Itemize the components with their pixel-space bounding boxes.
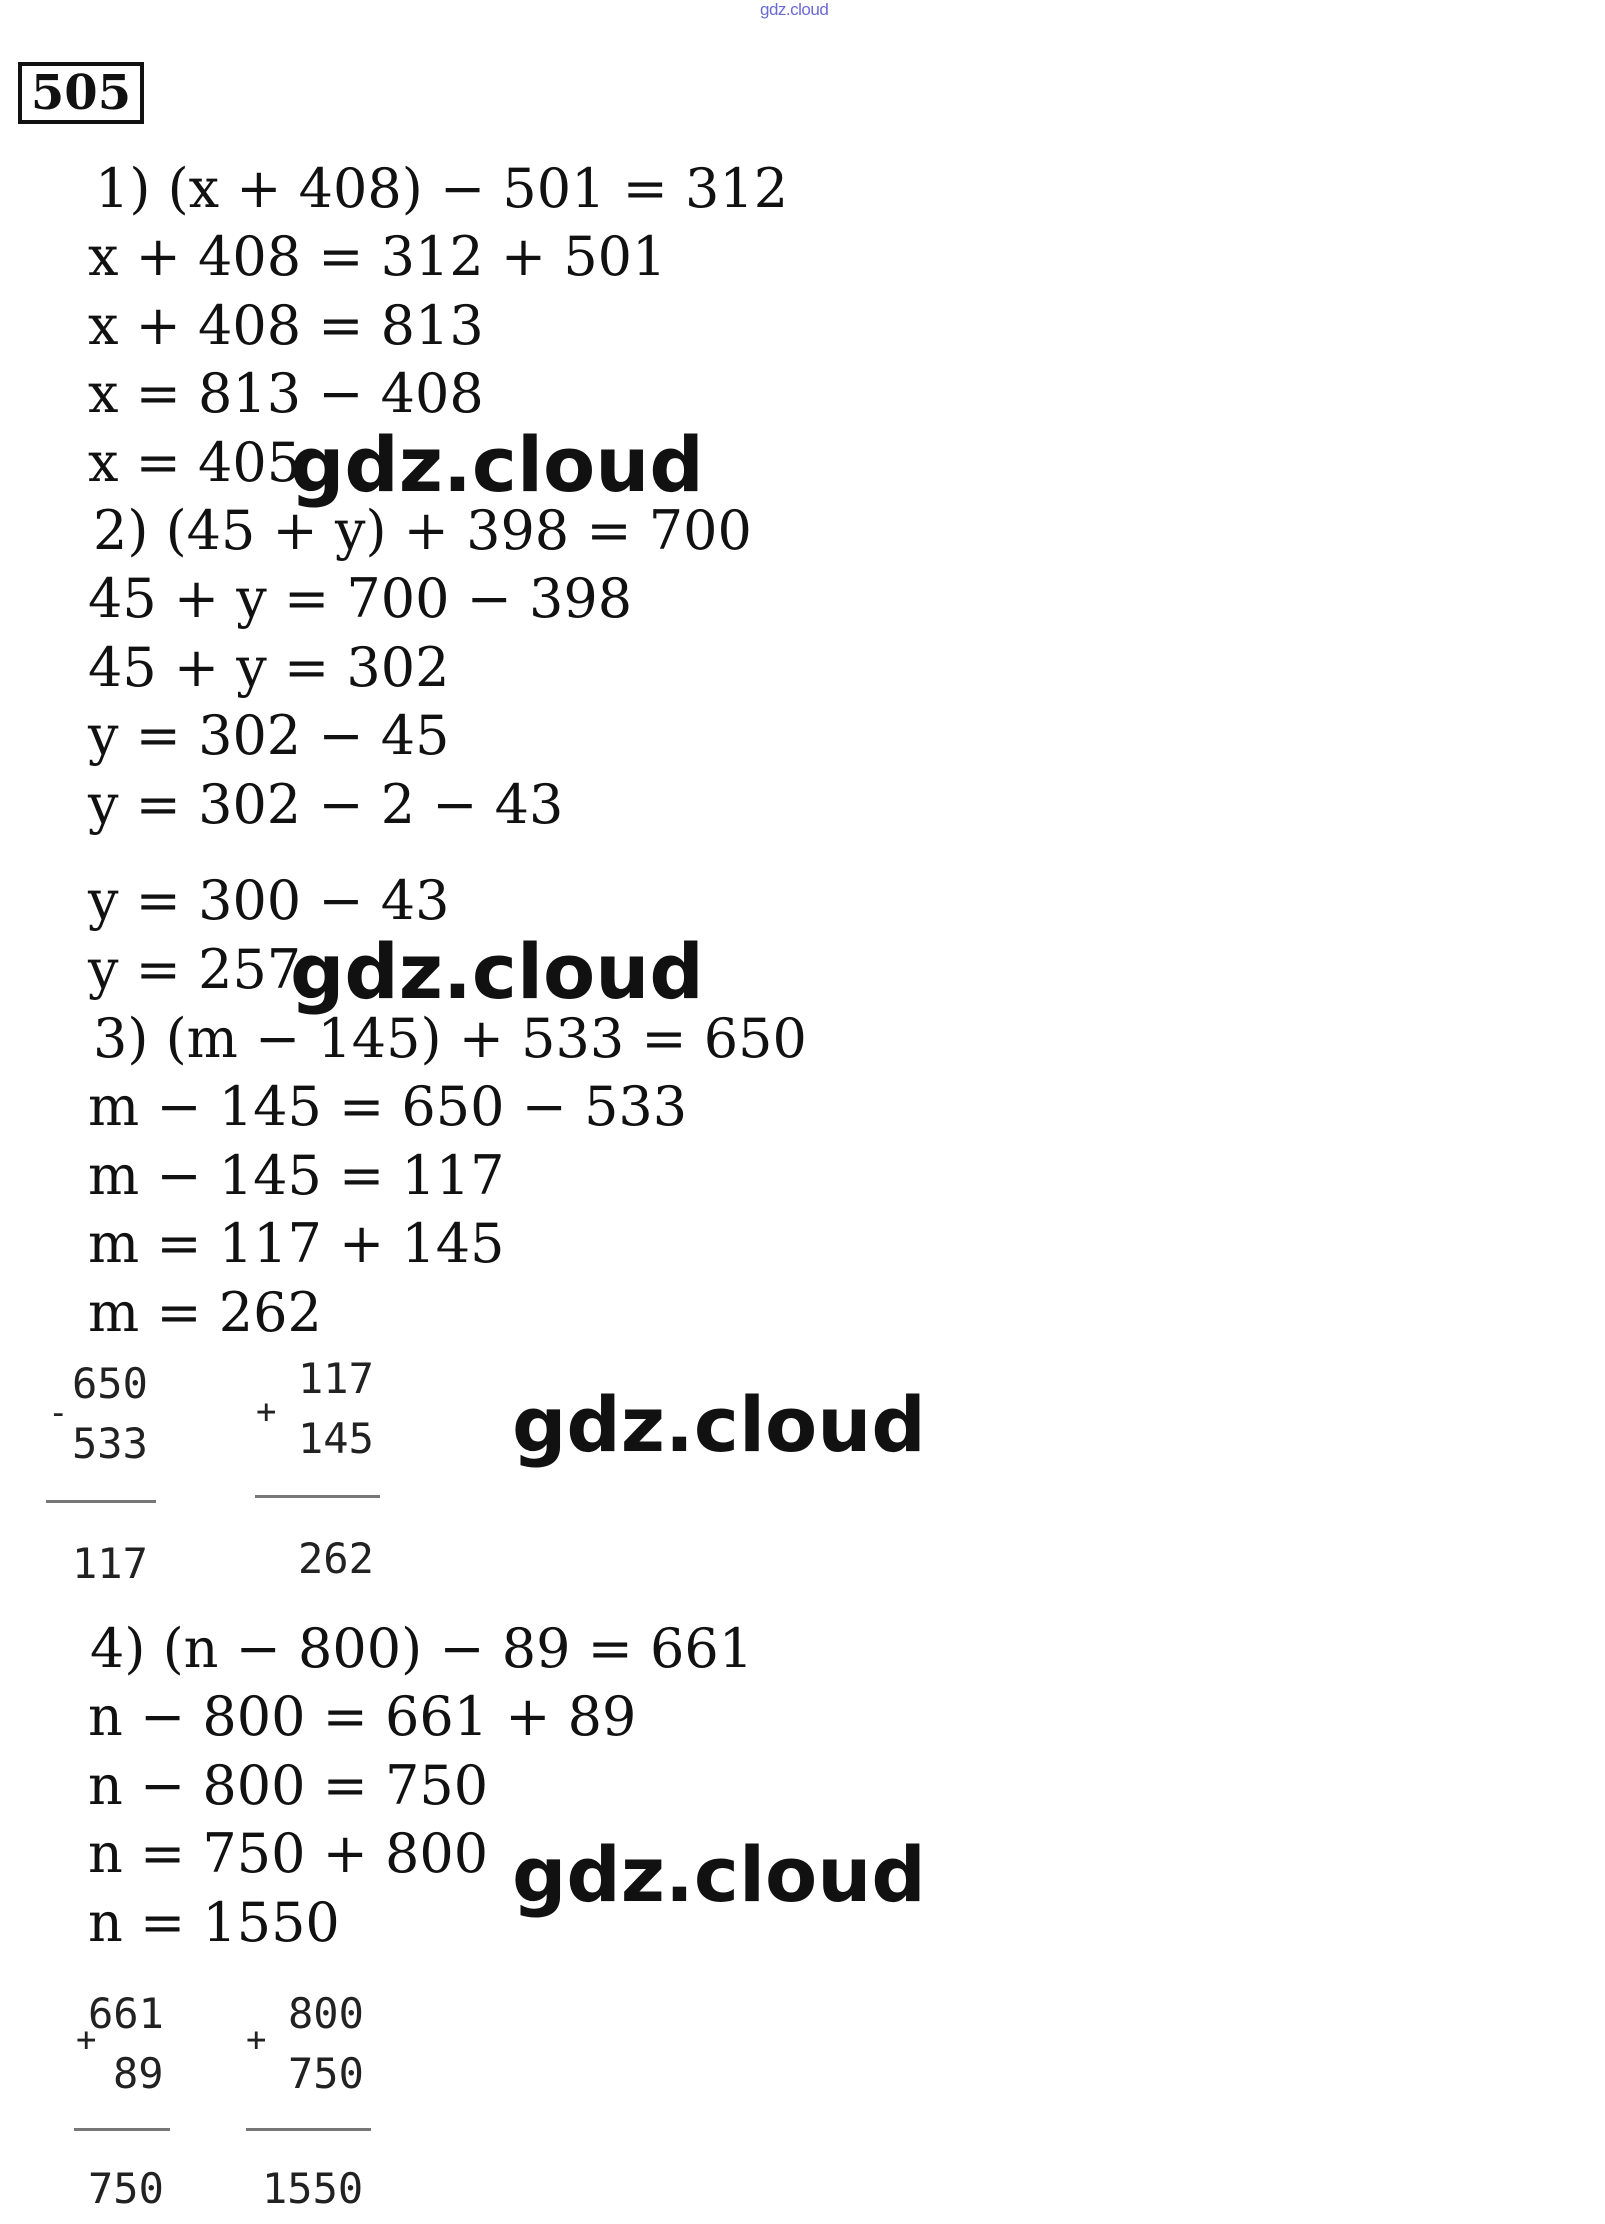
p3-line-5: m = 262 [88,1281,322,1344]
p1-line-3: x + 408 = 813 [88,294,484,357]
p3-line-2: m − 145 = 650 − 533 [88,1075,688,1138]
p3-col-b-result: 262 [298,1534,374,1583]
p3-line-1: 3) (m − 145) + 533 = 650 [93,1007,807,1070]
top-watermark: gdz.cloud [760,0,829,19]
p1-line-4: x = 813 − 408 [88,362,484,425]
p3-col-a-top: 650 [72,1359,148,1408]
p4-col-b-top: 800 [288,1989,364,2038]
p2-line-1: 2) (45 + y) + 398 = 700 [93,499,752,562]
p3-line-4: m = 117 + 145 [88,1212,505,1275]
p3-col-a-rule [46,1500,156,1503]
p1-line-5: x = 405 [88,431,302,494]
p3-col-b-sign: + [256,1392,277,1432]
p1-line-2: x + 408 = 312 + 501 [88,225,667,288]
p4-col-b-rule [246,2128,371,2131]
watermark-4: gdz.cloud [512,1830,926,1919]
p2-line-4: y = 302 − 45 [88,704,450,767]
p4-line-2: n − 800 = 661 + 89 [88,1685,637,1748]
p4-col-b-bottom: 750 [288,2049,364,2098]
p4-col-a-bottom: 89 [113,2049,164,2098]
p4-line-3: n − 800 = 750 [88,1754,489,1817]
p4-col-a-sign: + [76,2020,97,2060]
watermark-3: gdz.cloud [512,1380,926,1469]
p2-line-3: 45 + y = 302 [88,636,450,699]
p4-line-1: 4) (n − 800) − 89 = 661 [90,1617,754,1680]
p3-col-b-bottom: 145 [298,1414,374,1463]
exercise-number: 505 [18,62,144,124]
p3-col-b-rule [255,1495,380,1498]
p2-line-7: y = 257 [88,938,302,1001]
p4-col-a-rule [74,2128,170,2131]
p2-line-6: y = 300 − 43 [88,869,450,932]
p3-col-a-bottom: 533 [72,1419,148,1468]
p4-col-b-result: 1550 [262,2164,364,2213]
p4-col-b-sign: + [246,2020,267,2060]
p4-col-a-top: 661 [88,1989,164,2038]
p2-line-5: y = 302 − 2 − 43 [88,773,564,836]
p4-line-4: n = 750 + 800 [88,1822,489,1885]
p3-line-3: m − 145 = 117 [88,1144,505,1207]
p2-line-2: 45 + y = 700 − 398 [88,567,633,630]
p3-col-b-top: 117 [298,1354,374,1403]
p1-line-1: 1) (x + 408) − 501 = 312 [95,157,789,220]
p4-col-a-result: 750 [88,2164,164,2213]
p4-line-5: n = 1550 [88,1891,340,1954]
watermark-2: gdz.cloud [290,927,704,1016]
p3-col-a-result: 117 [72,1539,148,1588]
p3-col-a-sign: - [48,1393,69,1433]
watermark-1: gdz.cloud [290,420,704,509]
